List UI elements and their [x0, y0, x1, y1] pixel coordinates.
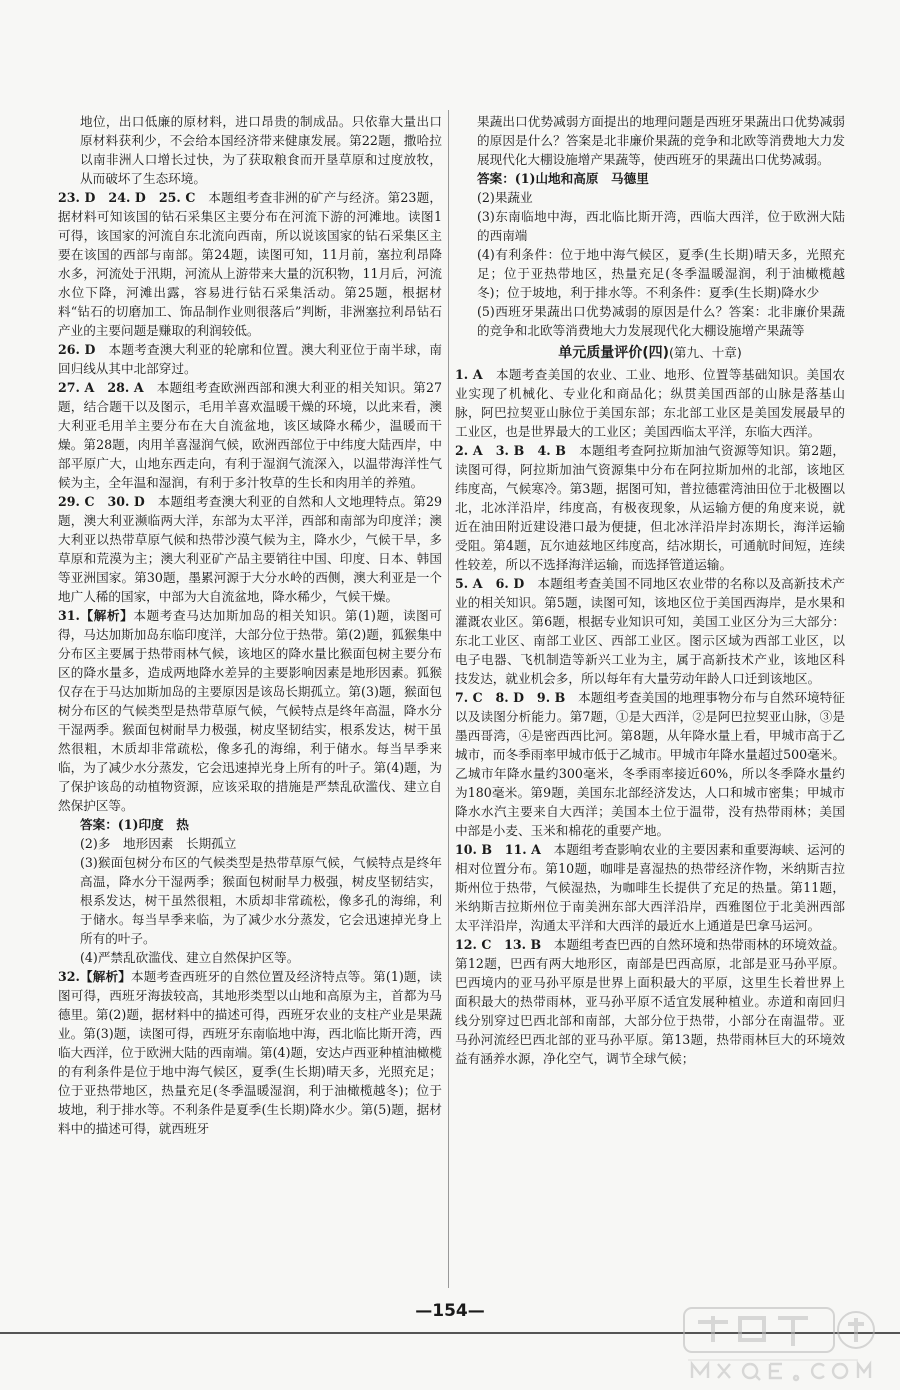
answer-item: (4)有利条件：位于地中海气候区，夏季(生长期)晴天多，光照充足；位于亚热带地区，热量充足(冬季温暖湿润，利于油橄榄越冬)；位于坡地，利于排水等。不利条件：夏季(生长期)降水少: [477, 247, 845, 300]
answer-item: (5)西班牙果蔬出口优势减弱的原因是什么？答案：北非廉价果蔬的竞争和北欧等消费地大力发展现代化大棚设施增产果蔬等: [477, 304, 845, 338]
question-number: 32.【解析】: [58, 969, 132, 984]
question-paragraph: [455, 365, 845, 441]
watermark-logo-icon: [678, 1304, 878, 1382]
section-subtitle: (第九、十章): [669, 345, 742, 360]
question-explanation: 本题组考查美国的地理事物分布与自然环境特征以及读图分析能力。第7题，①是大西洋，②是阿巴拉契亚山脉，③是墨西哥湾，④是密西西比河。第8题，从年降水量上看，甲城市高于乙城市，而冬季雨率甲城市低于乙城市。甲城市年降水量超过500毫米。乙城市年降水量约300毫米，冬季雨率接近60%，所以冬季降水量约为180毫米。第9题，美国东北部经济发达，人口和城市密集；甲城市降水水汽主要来自大西洋；美国本土位于温带，没有热带雨林；美国中部是小麦、玉米和棉花的重要产地。: [455, 690, 845, 838]
question-number: 5. A 6. D: [455, 576, 525, 591]
question-number: 1. A: [455, 367, 483, 382]
question-explanation: 本题组考查巴西的自然环境和热带雨林的环境效益。第12题，巴西有两大地形区，南部是巴西高原，北部是亚马孙平原。巴西境内的亚马孙平原是世界上面积最大的平原，这里生长着世界上面积最大的热带雨林，亚马孙平原不适宜发展种植业。赤道和南回归线分别穿过巴西北部和南部，大部分位于热带，小部分在南温带。亚马孙河流经巴西北部的亚马孙平原。第13题，热带雨林巨大的环境效益有涵养水源，净化空气，调节全球气候；: [455, 937, 845, 1066]
question-paragraph: [58, 378, 442, 492]
answer-line: 答案：(1)印度 热: [80, 817, 189, 832]
question-paragraph: [58, 340, 442, 378]
question-paragraph: [58, 967, 442, 1138]
question-number: 27. A 28. A: [58, 380, 144, 395]
question-paragraph: [455, 441, 845, 574]
question-paragraph: [58, 188, 442, 340]
question-number: 31.【解析】: [58, 608, 134, 623]
question-number: 29. C 30. D: [58, 494, 145, 509]
question-number: 26. D: [58, 342, 96, 357]
question-explanation: 本题组考查澳大利亚的自然和人文地理特点。第29题，澳大利亚濒临两大洋，东部为太平洋，西部和南部为印度洋；澳大利亚以热带草原气候和热带沙漠气候为主，降水少，气候干旱，多草原和荒漠为主；澳大利亚矿产品主要销往中国、印度、日本、韩国等亚洲国家。第30题，墨累河源于大分水岭的西侧，澳大利亚是一个地广人稀的国家，中部为大自流盆地，降水稀少，气候干燥。: [58, 494, 442, 604]
answer-item: (3)猴面包树分布区的气候类型是热带草原气候，气候特点是终年高温，降水分干湿两季；猴面包树耐旱力极强，树皮坚韧结实，根系发达，树干虽然很粗，木质却非常疏松，像多孔的海绵，利于储水。每当旱季来临，为了减少水分蒸发，它会迅速掉光身上所有的叶子。: [80, 855, 442, 946]
left-column: [58, 112, 442, 1138]
question-explanation: 本题组考查欧洲西部和澳大利亚的相关知识。第27题，结合题干以及图示，毛用羊喜欢温暖干燥的环境，以此来看，澳大利亚毛用羊主要分布在大自流盆地，该区域降水稀少，温暖而干燥。第28题，肉用羊喜湿润气候，欧洲西部位于中纬度大陆西岸，中部平原广大，山地东西走向，有利于湿润气流深入，以温带海洋性气候为主，全年温和湿润，有利于多汁牧草的生长和肉用羊的养殖。: [58, 380, 442, 490]
question-paragraph: [455, 840, 845, 935]
question-number: 10. B 11. A: [455, 842, 541, 857]
section-title: 单元质量评价(四): [558, 345, 669, 361]
question-explanation: 本题考查西班牙的自然位置及经济特点等。第(1)题，读图可得，西班牙海拔较高，其地形类型以山地和高原为主，首都为马德里。第(2)题，据材料中的描述可得，西班牙农业的支柱产业是果蔬业。第(3)题，读图可得，西班牙东南临地中海，西北临比斯开湾，西临大西洋，位于欧洲大陆的西南端。第(4)题，安达卢西亚种植油橄榄的有利条件是位于地中海气候区，夏季(生长期)晴天多，光照充足；位于亚热带地区，热量充足(冬季温暖湿润，利于油橄榄越冬)；位于坡地，利于排水等。不利条件是夏季(生长期)降水少。第(5)题，据材料中的描述可得，就西班牙: [58, 969, 442, 1136]
question-explanation: 本题组考查阿拉斯加油气资源等知识。第2题，读图可得，阿拉斯加油气资源集中分布在阿拉斯加州的北部，该地区纬度高，气候寒冷。第3题，据图可知，普拉德霍湾油田位于北极圈以北，北冰洋沿岸，纬度高，有极夜现象，从运输方便的角度来说，就近在油田附近建设港口最为便捷，但北冰洋沿岸封冻期长，海洋运输受阻。第4题，瓦尔迪兹地区纬度高，结冰期长，可通航时间短，连续性较差，所以不选择海洋运输，而选择管道运输。: [455, 443, 845, 572]
question-explanation: 本题组考查非洲的矿产与经济。第23题，据材料可知该国的钻石采集区主要分布在河流下游的河滩地。读图1可得，该国家的河流自东北流向西南，所以说该国家的钻石采集区主要在该国的西部与南部。第24题，读图可知，11月前，塞拉利昂降水多，河流处于汛期，河流从上游带来大量的沉积物，11月后，河流水位下降，河滩出露，容易进行钻石采集活动。第25题，根据材料“钻石的切磨加工、饰品制作业则很落后”判断，非洲塞拉利昂钻石产业的主要问题是赚取的利润较低。: [58, 190, 442, 338]
continued-text: 地位，出口低廉的原材料，进口昂贵的制成品。只依靠大量出口原材料获利少，不会给本国经济带来健康发展。第22题，撒哈拉以南非洲人口增长过快，为了获取粮食而开垦草原和过度放牧，从而破坏了生态环境。: [80, 114, 442, 186]
question-number: 23. D 24. D 25. C: [58, 190, 196, 205]
answer-item: (4)严禁乱砍滥伐、建立自然保护区等。: [80, 950, 300, 965]
question-number: 7. C 8. D 9. B: [455, 690, 566, 705]
column-divider: [448, 110, 449, 1288]
question-paragraph: [455, 574, 845, 688]
question-explanation: 本题考查澳大利亚的轮廓和位置。澳大利亚位于南半球，南回归线从其中北部穿过。: [58, 342, 443, 376]
question-paragraph: [58, 606, 442, 815]
answer-item: (2)果蔬业: [477, 190, 533, 205]
question-paragraph: [58, 492, 442, 606]
question-number: 2. A 3. B 4. B: [455, 443, 566, 458]
question-explanation: 本题考查美国的农业、工业、地形、位置等基础知识。美国农业实现了机械化、专业化和商品化；纵贯美国西部的山脉是落基山脉，阿巴拉契亚山脉位于美国东部；东北部工业区是美国发展最早的工业区，也是世界最大的工业区；美国西临太平洋，东临大西洋。: [455, 367, 845, 439]
question-explanation: 本题组考查美国不同地区农业带的名称以及高新技术产业的相关知识。第5题，读图可知，该地区位于美国西海岸，是水果和灌溉农业区。第6题，根据专业知识可知，美国工业区分为三大部分：东北工业区、南部工业区、西部工业区。图示区域为西部工业区，以电子电器、飞机制造等新兴工业为主，属于高新技术产业，该地区科技发达，就业机会多，所以每年有大量劳动年龄人口迁到该地区。: [455, 576, 845, 686]
answer-item: (2)多 地形因素 长期孤立: [80, 836, 237, 851]
answer-line: 答案：(1)山地和高原 马德里: [477, 171, 649, 186]
right-column: [455, 112, 845, 1068]
question-number: 12. C 13. B: [455, 937, 542, 952]
watermark-logo: [678, 1304, 878, 1382]
question-paragraph: [455, 935, 845, 1068]
question-explanation: 本题组考查影响农业的主要因素和重要海峡、运河的相对位置分布。第10题，咖啡是喜湿热的热带经济作物，米纳斯吉拉斯州位于热带，气候湿热，为咖啡生长提供了充足的热量。第11题，米纳斯吉拉斯州位于南美洲东部大西洋沿岸，西雅图位于北美洲西部太平洋沿岸，沟通太平洋和大西洋的最近水上通道是巴拿马运河。: [455, 842, 845, 933]
answer-item: (3)东南临地中海，西北临比斯开湾，西临大西洋，位于欧洲大陆的西南端: [477, 209, 845, 243]
section-heading: [455, 343, 845, 363]
question-paragraph: [455, 688, 845, 840]
answer-item: 果蔬出口优势减弱方面提出的地理问题是西班牙果蔬出口优势减弱的原因是什么？答案是北非廉价果蔬的竞争和北欧等消费地大力发展现代化大棚设施增产果蔬等，使西班牙的果蔬出口优势减弱。: [477, 114, 845, 167]
question-explanation: 本题考查马达加斯加岛的相关知识。第(1)题，读图可得，马达加斯加岛东临印度洋，大部分位于热带。第(2)题，狐猴集中分布区主要属于热带雨林气候，该地区的降水量比猴面包树主要分布区的降水量多，造成两地降水差异的主要影响因素是地形因素。狐猴仅存在于马达加斯加岛的主要原因是该岛长期孤立。第(3)题，猴面包树分布区的气候类型是热带草原气候，气候特点是终年高温，降水分干湿两季。猴面包树耐旱力极强，树皮坚韧结实，根系发达，树干虽然很粗，木质却非常疏松，像多孔的海绵，利于储水。每当旱季来临，为了减少水分蒸发，它会迅速掉光身上所有的叶子。第(4)题，为了保护该岛的动植物资源，应该采取的措施是严禁乱砍滥伐、建立自然保护区等。: [58, 608, 442, 813]
page-number: —154—: [415, 1301, 485, 1321]
